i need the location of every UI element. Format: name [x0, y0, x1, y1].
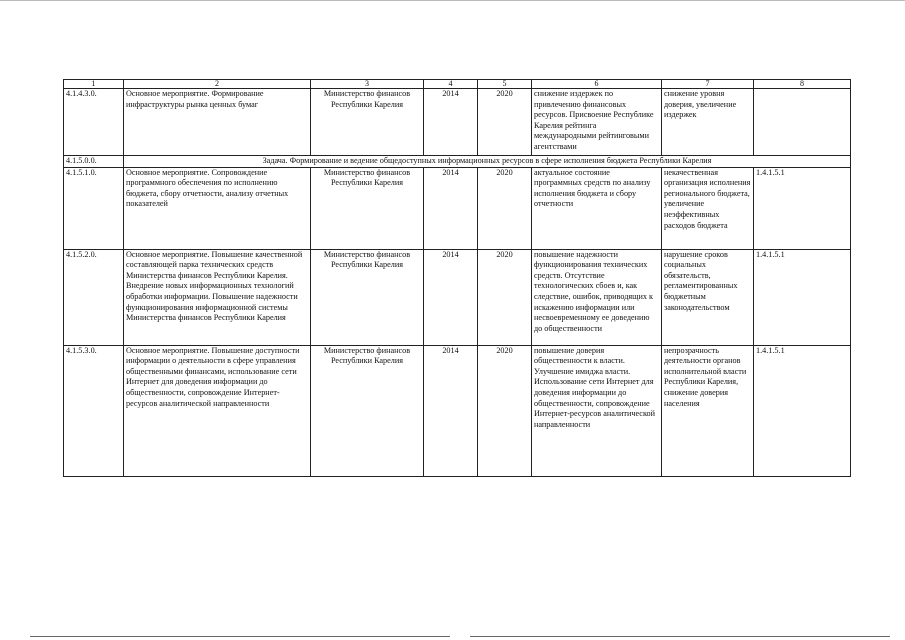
row-start-year: 2014	[424, 345, 478, 476]
row-executor: Министерство финансов Республики Карелия	[311, 167, 424, 249]
table-row	[64, 167, 851, 249]
row-link: 1.4.1.5.1	[754, 249, 851, 345]
table-row	[64, 89, 851, 156]
row-code: 4.1.5.1.0.	[64, 167, 124, 249]
row-executor: Министерство финансов Республики Карелия	[311, 249, 424, 345]
column-number-7: 7	[662, 80, 754, 89]
row-end-year: 2020	[478, 167, 532, 249]
page-bottom-edge-left	[30, 636, 450, 637]
row-start-year: 2014	[424, 167, 478, 249]
row-code: 4.1.5.3.0.	[64, 345, 124, 476]
row-executor: Министерство финансов Республики Карелия	[311, 89, 424, 156]
column-number-8: 8	[754, 80, 851, 89]
row-risk: некачественная организация исполнения регионального бюджета, увеличение неэффективных расходов бюджета	[662, 167, 754, 249]
row-link: 1.4.1.5.1	[754, 345, 851, 476]
row-end-year: 2020	[478, 249, 532, 345]
column-number-1: 1	[64, 80, 124, 89]
task-title: Задача. Формирование и ведение общедоступных информационных ресурсов в сфере исполнения бюджета Республики Карелия	[124, 156, 851, 168]
row-result: снижение издержек по привлечению финансовых ресурсов. Присвоение Республике Карелия рейтинга международными рейтинговыми агентствами	[532, 89, 662, 156]
row-link: 1.4.1.5.1	[754, 167, 851, 249]
page-top-edge	[0, 0, 905, 1]
row-link	[754, 89, 851, 156]
row-activity: Основное мероприятие. Повышение качественной составляющей парка технических средств Министерства финансов Республики Карелия. Внедрение новых информационных технологий обработки информации. Повышение надежности функционирования информационной системы Министерства финансов Республики Карелия	[124, 249, 311, 345]
table-row	[64, 345, 851, 476]
row-code: 4.1.4.3.0.	[64, 89, 124, 156]
row-end-year: 2020	[478, 345, 532, 476]
row-result: повышение доверия общественности к власти. Улучшение имиджа власти. Использование сети Интернет для доведения информации до общественности, сопровождение Интернет-ресурсов аналитической направленности	[532, 345, 662, 476]
row-start-year: 2014	[424, 249, 478, 345]
row-executor: Министерство финансов Республики Карелия	[311, 345, 424, 476]
task-row	[64, 156, 851, 168]
row-end-year: 2020	[478, 89, 532, 156]
row-result: актуальное состояние программных средств по анализу исполнения бюджета и сбору отчетности	[532, 167, 662, 249]
row-activity: Основное мероприятие. Сопровождение программного обеспечения по исполнению бюджета, сбору отчетности, анализу отчетных показателей	[124, 167, 311, 249]
row-activity: Основное мероприятие. Повышение доступности информации о деятельности в сфере управления общественными финансами, использование сети Интернет для доведения информации до общественности, сопровождение Интернет-ресурсов аналитической направленности	[124, 345, 311, 476]
column-number-5: 5	[478, 80, 532, 89]
activities-table	[63, 79, 851, 477]
table-row	[64, 249, 851, 345]
column-number-4: 4	[424, 80, 478, 89]
table-header-row	[64, 80, 851, 89]
page-bottom-edge-right	[470, 636, 890, 637]
task-code: 4.1.5.0.0.	[64, 156, 124, 168]
column-number-6: 6	[532, 80, 662, 89]
row-risk: непрозрачность деятельности органов исполнительной власти Республики Карелия, снижение доверия населения	[662, 345, 754, 476]
row-activity: Основное мероприятие. Формирование инфраструктуры рынка ценных бумаг	[124, 89, 311, 156]
row-risk: нарушение сроков социальных обязательств, регламентированных бюджетным законодательством	[662, 249, 754, 345]
column-number-3: 3	[311, 80, 424, 89]
row-start-year: 2014	[424, 89, 478, 156]
row-risk: снижение уровня доверия, увеличение издержек	[662, 89, 754, 156]
column-number-2: 2	[124, 80, 311, 89]
row-result: повышение надежности функционирования технических средств. Отсутствие технологических сбоев и, как следствие, ошибок, приводящих к искажению информации или несвоевременному ее доведению до общественности	[532, 249, 662, 345]
row-code: 4.1.5.2.0.	[64, 249, 124, 345]
